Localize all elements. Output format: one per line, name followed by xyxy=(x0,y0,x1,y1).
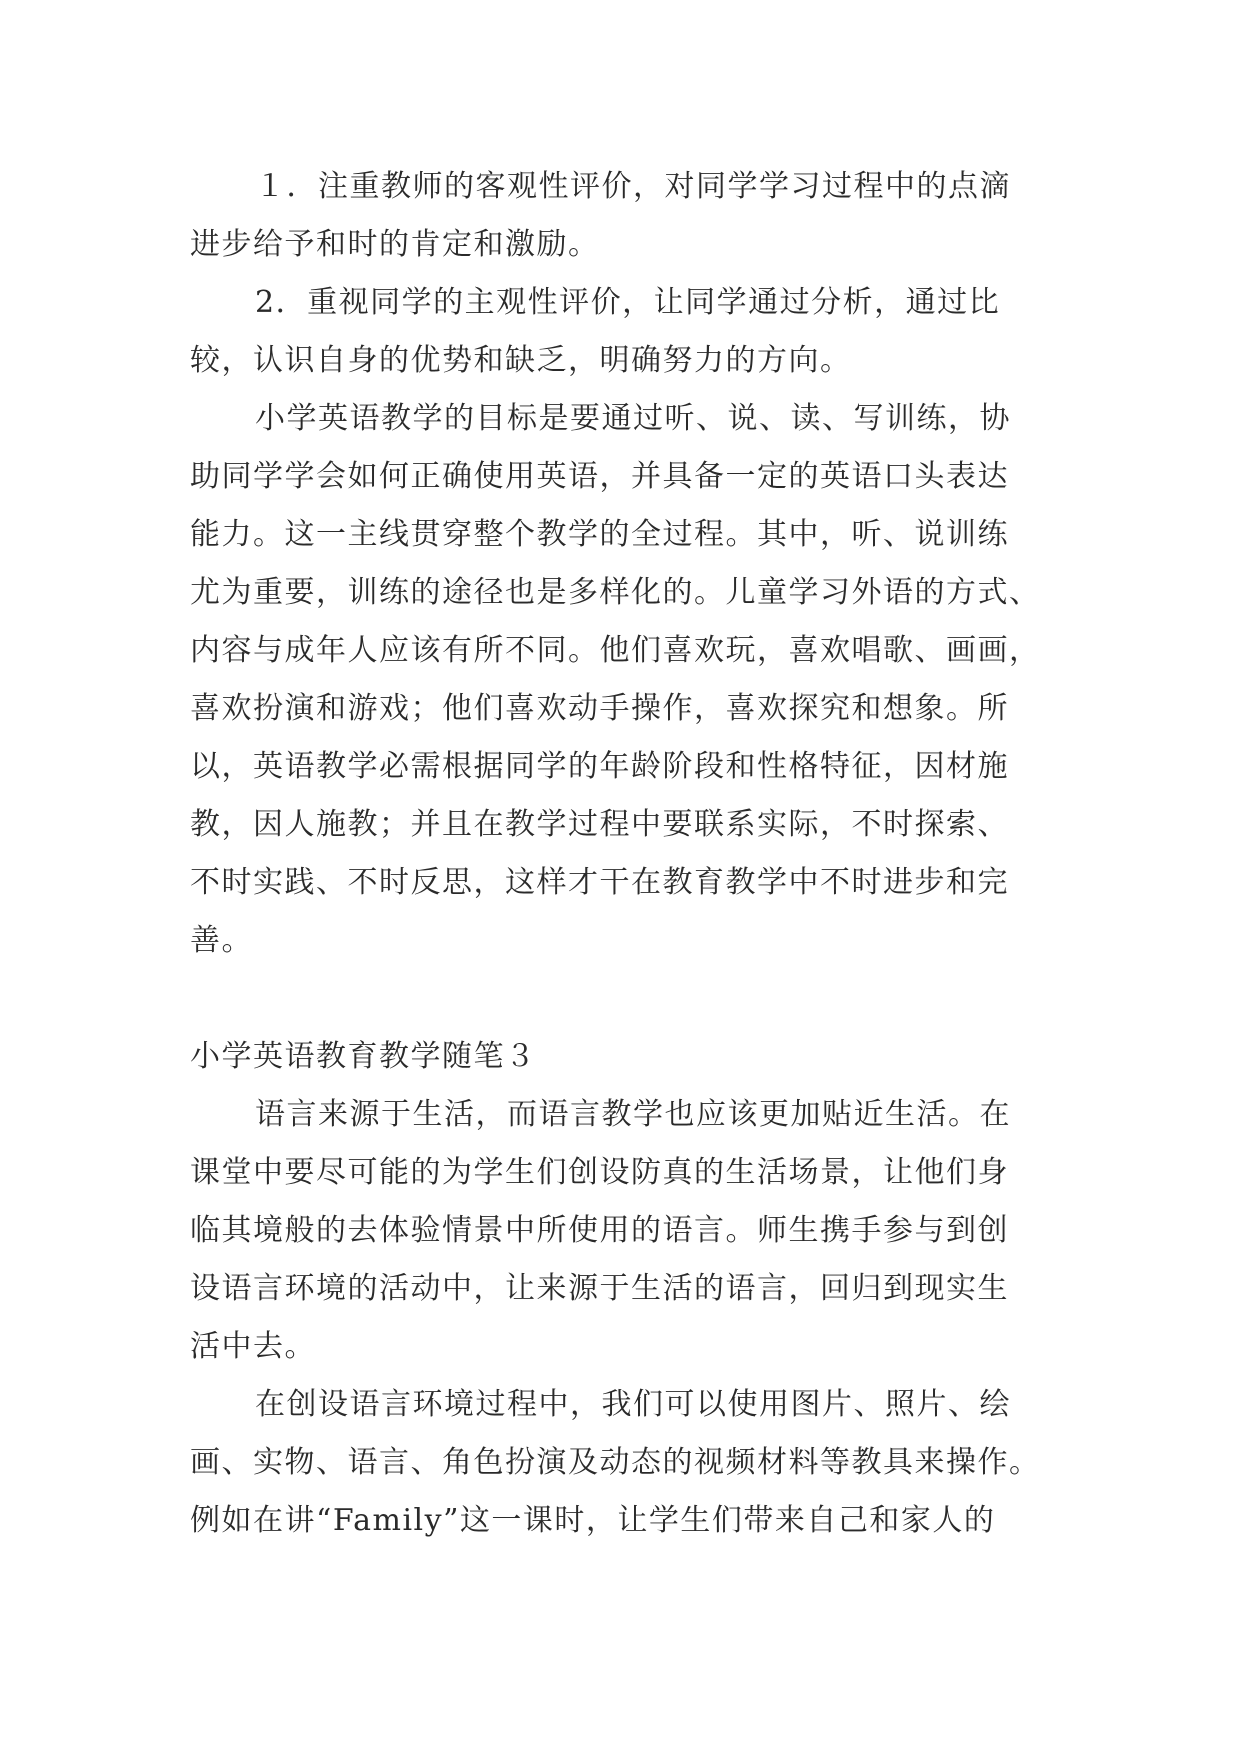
paragraph-line: １．注重教师的客观性评价，对同学学习过程中的点滴 xyxy=(255,169,1011,204)
paragraph-3 xyxy=(190,390,1050,970)
document-body xyxy=(190,158,1050,1550)
paragraph-line: 活中去。 xyxy=(190,1329,316,1364)
paragraph-line: 在创设语言环境过程中，我们可以使用图片、照片、绘 xyxy=(255,1387,1011,1422)
section-spacer xyxy=(190,970,1050,1028)
paragraph-line: 助同学学会如何正确使用英语，并具备一定的英语口头表达 xyxy=(190,459,1009,494)
paragraph-line: 画、实物、语言、角色扮演及动态的视频材料等教具来操作。 xyxy=(190,1445,1041,1480)
paragraph-line: 善。 xyxy=(190,923,253,958)
paragraph-line: 2．重视同学的主观性评价，让同学通过分析，通过比 xyxy=(255,285,1001,320)
paragraph-line: 内容与成年人应该有所不同。他们喜欢玩，喜欢唱歌、画画， xyxy=(190,633,1041,668)
paragraph-line: 设语言环境的活动中，让来源于生活的语言，回归到现实生 xyxy=(190,1271,1009,1306)
paragraph-line: 喜欢扮演和游戏；他们喜欢动手操作，喜欢探究和想象。所 xyxy=(190,691,1009,726)
paragraph-line: 临其境般的去体验情景中所使用的语言。师生携手参与到创 xyxy=(190,1213,1009,1248)
paragraph-line: 进步给予和时的肯定和激励。 xyxy=(190,227,600,262)
paragraph-line: 课堂中要尽可能的为学生们创设防真的生活场景，让他们身 xyxy=(190,1155,1009,1190)
paragraph-line: 尤为重要，训练的途径也是多样化的。儿童学习外语的方式、 xyxy=(190,575,1041,610)
paragraph-line: 教，因人施教；并且在教学过程中要联系实际，不时探索、 xyxy=(190,807,1009,842)
paragraph-line: 较，认识自身的优势和缺乏，明确努力的方向。 xyxy=(190,343,852,378)
paragraph-line: 不时实践、不时反思，这样才干在教育教学中不时进步和完 xyxy=(190,865,1009,900)
paragraph-line: 能力。这一主线贯穿整个教学的全过程。其中，听、说训练 xyxy=(190,517,1009,552)
paragraph-line: 以，英语教学必需根据同学的年龄阶段和性格特征，因材施 xyxy=(190,749,1009,784)
section-title: 小学英语教育教学随笔３ xyxy=(190,1039,537,1074)
paragraph-4 xyxy=(190,1086,1050,1376)
paragraph-1 xyxy=(190,158,1050,274)
paragraph-5 xyxy=(190,1376,1050,1550)
paragraph-line: 小学英语教学的目标是要通过听、说、读、写训练，协 xyxy=(255,401,1011,436)
paragraph-line: 语言来源于生活，而语言教学也应该更加贴近生活。在 xyxy=(255,1097,1011,1132)
paragraph-line: 例如在讲“Family”这一课时，让学生们带来自己和家人的 xyxy=(190,1503,996,1538)
paragraph-2 xyxy=(190,274,1050,390)
